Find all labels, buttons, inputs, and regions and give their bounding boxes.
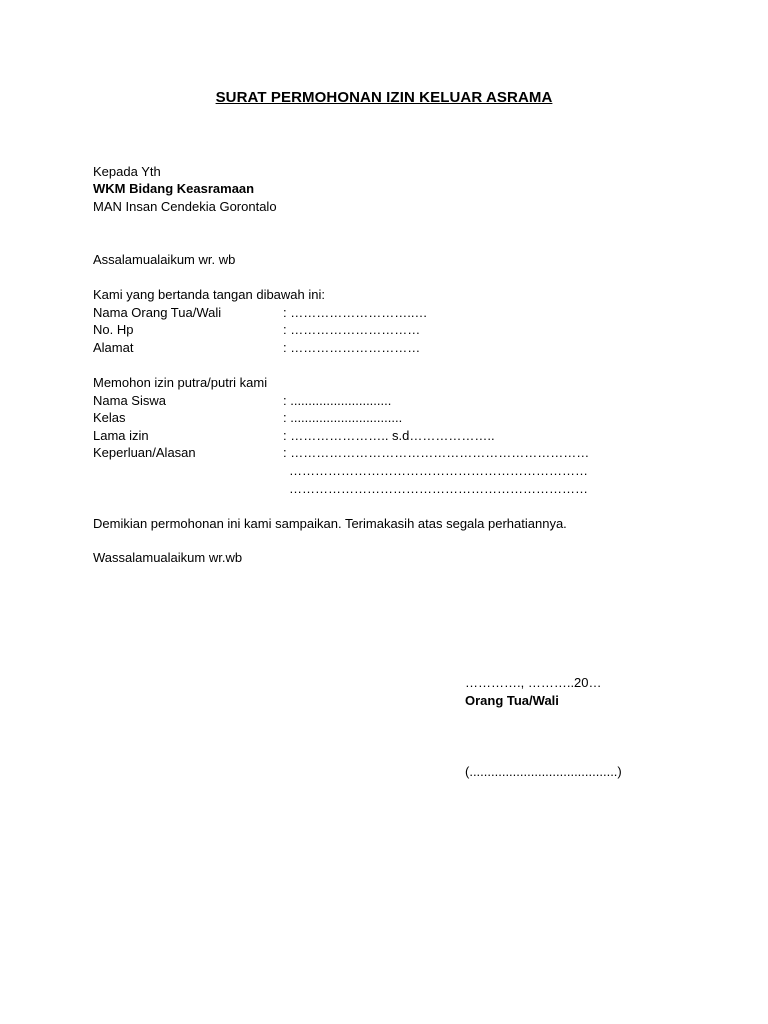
phone-value: : …………………………: [283, 322, 421, 337]
reason-continuation-2: ……………………………………………………………: [289, 481, 588, 496]
phone-label: No. Hp: [93, 322, 134, 337]
signature-place-date: …………., ………..20…: [465, 675, 602, 690]
request-intro: Memohon izin putra/putri kami: [93, 375, 268, 390]
closing-statement: Demikian permohonan ini kami sampaikan. Terimakasih atas segala perhatiannya.: [93, 516, 567, 531]
signature-role: Orang Tua/Wali: [465, 693, 559, 708]
recipient-line-2: WKM Bidang Keasramaan: [93, 181, 255, 196]
reason-label: Keperluan/Alasan: [93, 445, 196, 460]
reason-continuation-1: ……………………………………………………………: [289, 463, 588, 478]
duration-value: : ………………….. s.d………………..: [283, 428, 495, 443]
parent-name-value: : ………………………..…: [283, 305, 428, 320]
signature-name-line: (.........................................): [465, 764, 622, 779]
class-label: Kelas: [93, 410, 126, 425]
student-name-value: : ............................: [283, 393, 392, 408]
duration-label: Lama izin: [93, 428, 149, 443]
reason-value: : ……………………………………………………………: [283, 445, 590, 460]
student-name-label: Nama Siswa: [93, 393, 166, 408]
class-value: : ...............................: [283, 410, 403, 425]
parent-intro: Kami yang bertanda tangan dibawah ini:: [93, 287, 325, 302]
recipient-line-1: Kepada Yth: [93, 164, 161, 179]
recipient-line-3: MAN Insan Cendekia Gorontalo: [93, 199, 277, 214]
address-label: Alamat: [93, 340, 134, 355]
letter-title: SURAT PERMOHONAN IZIN KELUAR ASRAMA: [215, 89, 553, 106]
address-value: : …………………………: [283, 340, 421, 355]
farewell: Wassalamualaikum wr.wb: [93, 550, 243, 565]
parent-name-label: Nama Orang Tua/Wali: [93, 305, 222, 320]
greeting: Assalamualaikum wr. wb: [93, 252, 236, 267]
